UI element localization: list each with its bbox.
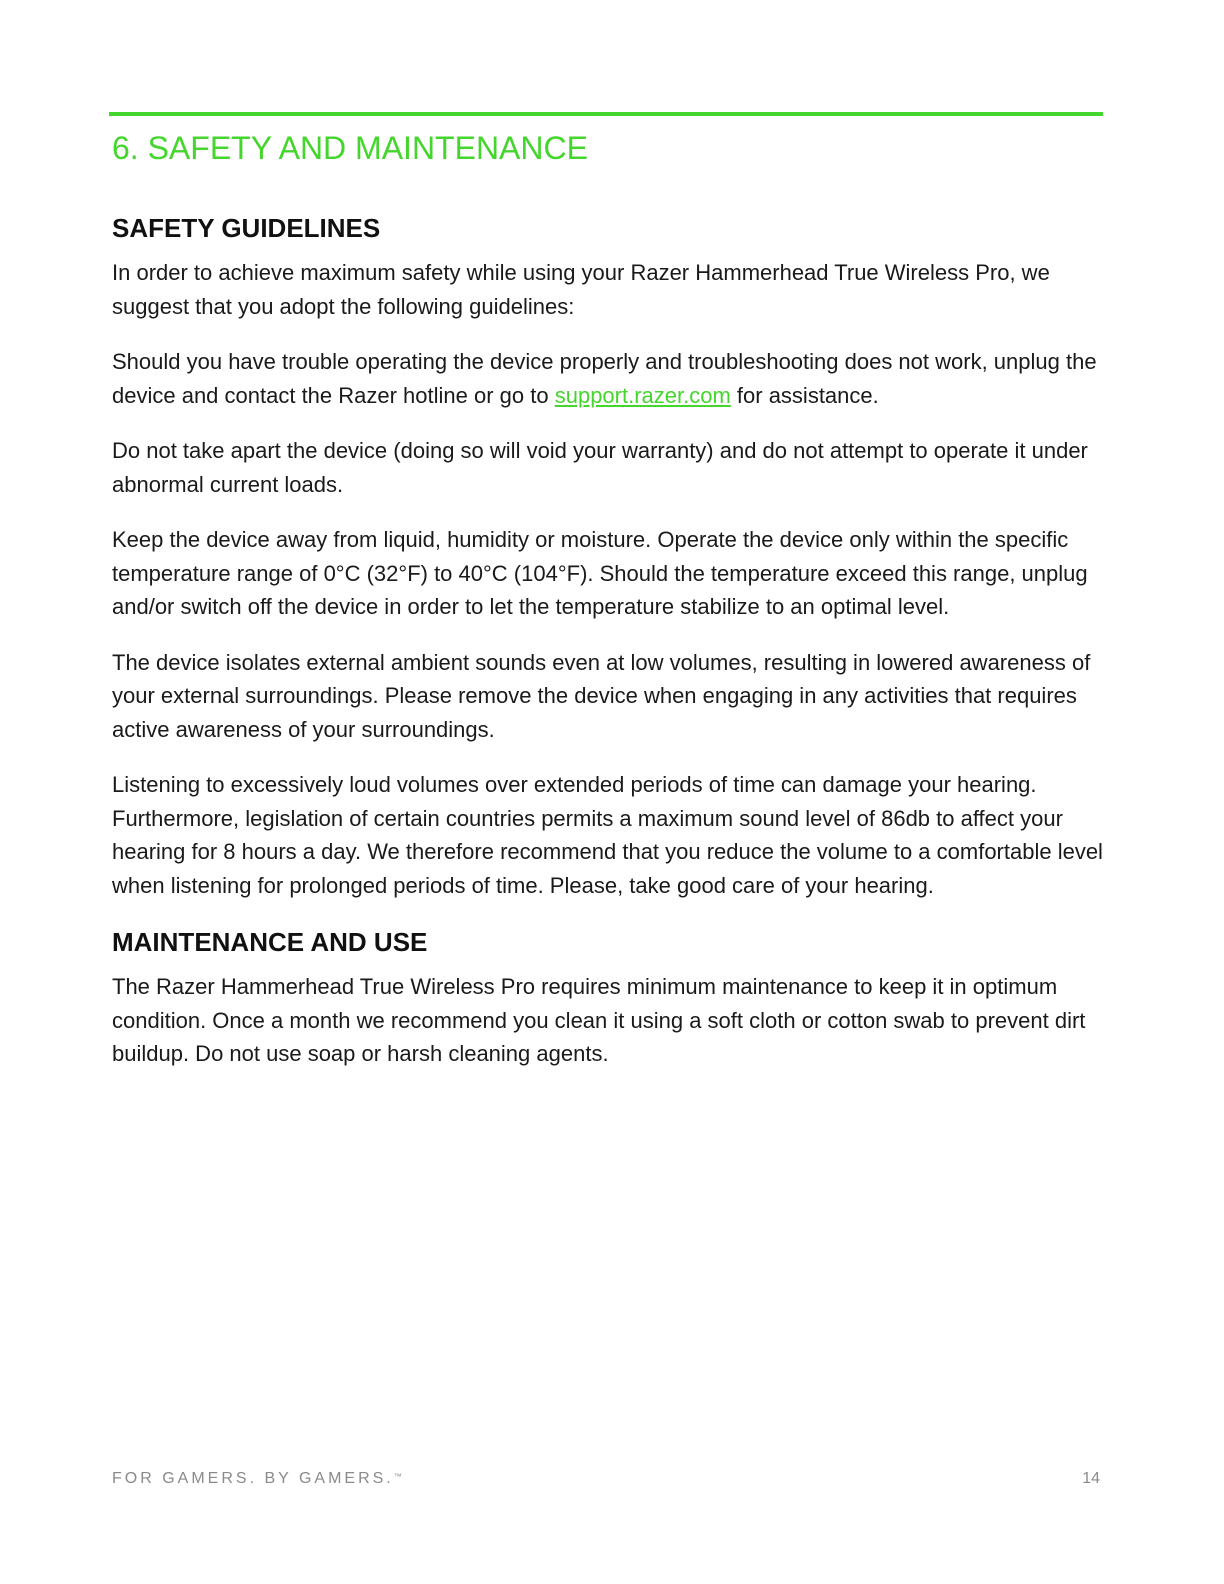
safety-intro-paragraph: In order to achieve maximum safety while using your Razer Hammerhead True Wireless Pro, we suggest that you adopt the following guidelines: xyxy=(112,260,1050,319)
troubleshooting-paragraph xyxy=(112,345,1104,412)
safety-guidelines-heading: SAFETY GUIDELINES xyxy=(112,213,381,243)
page-content xyxy=(112,210,1104,1093)
maintenance-heading: MAINTENANCE AND USE xyxy=(112,927,428,957)
footer-slogan xyxy=(112,1470,402,1488)
trademark-symbol: ™ xyxy=(393,1472,402,1481)
maintenance-paragraph: The Razer Hammerhead True Wireless Pro requires minimum maintenance to keep it in optimum condition. Once a month we recommend you clean it using a soft cloth or cotton swab to prevent dirt buildup. Do not use soap or harsh cleaning agents. xyxy=(112,974,1086,1066)
section-divider-rule xyxy=(109,112,1103,116)
disassembly-warning-paragraph: Do not take apart the device (doing so will void your warranty) and do not attempt to operate it under abnormal current loads. xyxy=(112,438,1088,497)
troubleshooting-text-after-link: for assistance. xyxy=(730,382,879,408)
troubleshooting-text-before-link: Should you have trouble operating the device properly and troubleshooting does not work, unplug the device and contact the Razer hotline or go to xyxy=(112,349,1097,408)
awareness-paragraph: The device isolates external ambient sounds even at low volumes, resulting in lowered awareness of your external surroundings. Please remove the device when engaging in any activities that requires active awareness of your surroundings. xyxy=(112,649,1091,742)
moisture-temperature-paragraph: Keep the device away from liquid, humidity or moisture. Operate the device only within the specific temperature range of 0°C (32°F) to 40°C (104°F). Should the temperature exceed this range, unplug and/or switch off the device in order to let the temperature stabilize to an optimal level. xyxy=(112,527,1088,619)
hearing-paragraph: Listening to excessively loud volumes over extended periods of time can damage your hearing. Furthermore, legislation of certain countries permits a maximum sound level of 86db to affect your hearing for 8 hours a day. We therefore recommend that you reduce the volume to a comfortable level when listening for prolonged periods of time. Please, take good care of your hearing. xyxy=(112,772,1103,898)
support-link[interactable]: support.razer.com xyxy=(554,382,731,408)
page-number: 14 xyxy=(1082,1470,1100,1487)
footer-slogan-text: FOR GAMERS. BY GAMERS. xyxy=(112,1470,394,1487)
section-title: 6. SAFETY AND MAINTENANCE xyxy=(112,130,588,166)
